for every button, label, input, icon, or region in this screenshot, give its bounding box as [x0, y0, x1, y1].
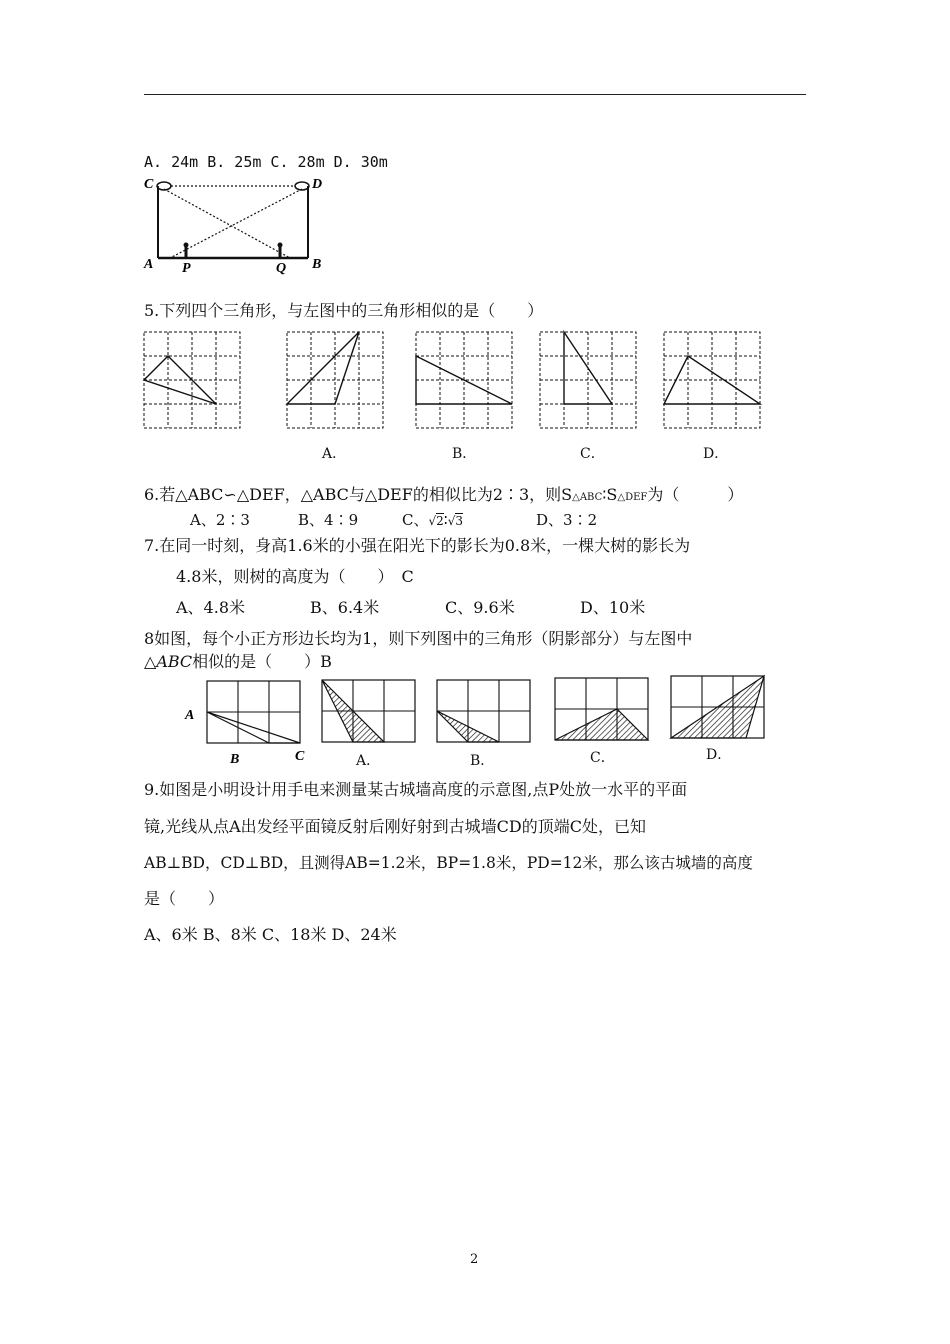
q9-line2: 镜,光线从点A出发经平面镜反射后刚好射到古城墙CD的顶端C处，已知 [144, 817, 646, 836]
q9-options: A、6米 B、8米 C、18米 D、24米 [144, 925, 397, 944]
q4-ray-dp [170, 189, 302, 258]
q8-line2-suffix: 相似的是（ ）B [192, 652, 332, 671]
q7-option-a: A、4.8米 [176, 598, 246, 617]
q7-line1: 7.在同一时刻，身高1.6米的小强在阳光下的影长为0.8米，一棵大树的影长为 [144, 536, 691, 555]
q4-label-c: C [144, 177, 154, 192]
q4-label-p: P [182, 261, 191, 276]
q8-label-b: B [230, 752, 240, 767]
q4-label-b: B [312, 257, 322, 272]
q6-stem-prefix: 6.若△ABC∽△DEF，△ABC与△DEF的相似比为2∶3，则S [144, 485, 573, 504]
q5-original-grid [144, 332, 240, 428]
q8-line1: 8如图，每个小正方形边长均为1，则下列图中的三角形（阴影部分）与左图中 [144, 629, 693, 648]
q8-grid-d [671, 676, 764, 738]
q8-triangle-symbol: △ [144, 652, 157, 671]
q6-option-c [402, 510, 463, 531]
q5-grid-b [416, 332, 512, 428]
q8-grid-b [437, 680, 530, 742]
q8-option-c: C． [590, 750, 615, 766]
q8-original-triangle [207, 712, 300, 743]
q4-label-q: Q [276, 261, 287, 276]
q6-sub-def: △DEF [617, 492, 648, 503]
q7-line2: 4.8米，则树的高度为（ ） C [176, 567, 414, 586]
q5-grid-c [540, 332, 636, 428]
q6-option-d: D、3∶2 [536, 511, 598, 529]
q6-option-a: A、2∶3 [190, 511, 250, 529]
q8-label-a: A [185, 708, 195, 723]
q5-grid-a [287, 332, 383, 428]
q6-option-c-prefix: C、 [402, 511, 429, 529]
q8-option-d: D． [706, 747, 732, 763]
q4-ray-cq [164, 189, 290, 258]
q8-option-b: B． [470, 753, 495, 769]
q5-option-d: D． [703, 446, 729, 462]
q7-option-b: B、6.4米 [310, 598, 380, 617]
q4-lamp-d [295, 182, 309, 190]
q8-original-grid [207, 681, 300, 743]
q6-stem [144, 485, 743, 508]
q8-line2 [144, 652, 332, 672]
q4-options: A. 24m B. 25m C. 28m D. 30m [144, 153, 388, 171]
q4-person-q [278, 243, 283, 259]
q5-triangle-a [287, 332, 359, 404]
q4-lamp-c [157, 182, 171, 190]
page-number: 2 [470, 1252, 479, 1267]
q4-label-d: D [312, 177, 323, 192]
q6-mid: ∶S [602, 485, 618, 504]
q4-label-a: A [144, 257, 154, 272]
q5-grid-d [664, 332, 760, 428]
q5-stem: 5.下列四个三角形，与左图中的三角形相似的是（ ） [144, 301, 544, 320]
q6-option-c-colon: ∶ [443, 511, 448, 529]
q9-line3: AB⊥BD，CD⊥BD，且测得AB=1.2米，BP=1.8米，PD=12米，那么该古城墙的高度 [144, 854, 753, 872]
q6-radical-2: √2 [428, 514, 444, 528]
q7-option-c: C、9.6米 [445, 598, 515, 617]
q5-option-c: C． [580, 446, 605, 462]
q5-option-a: A． [322, 446, 347, 462]
header-rule [144, 94, 806, 95]
q8-triangle-c [555, 709, 648, 740]
q6-radical-3: √3 [447, 514, 463, 528]
q8-grid-a [322, 680, 415, 742]
q8-abc: ABC [156, 652, 193, 671]
q5-option-b: B． [452, 446, 477, 462]
q6-stem-suffix: 为（ ） [647, 485, 744, 504]
q6-sub-abc: △ABC [572, 492, 603, 503]
q7-option-d: D、10米 [580, 598, 646, 617]
q9-line4: 是（ ） [144, 889, 225, 908]
q8-label-c: C [295, 749, 305, 764]
q4-figure [142, 172, 342, 276]
q8-option-a: A． [356, 753, 381, 769]
q5-grids [142, 332, 772, 432]
q9-line1: 9.如图是小明设计用手电来测量某古城墙高度的示意图,点P处放一水平的平面 [144, 780, 688, 799]
q8-grid-c [555, 678, 648, 740]
q6-option-b: B、4∶9 [298, 511, 359, 529]
